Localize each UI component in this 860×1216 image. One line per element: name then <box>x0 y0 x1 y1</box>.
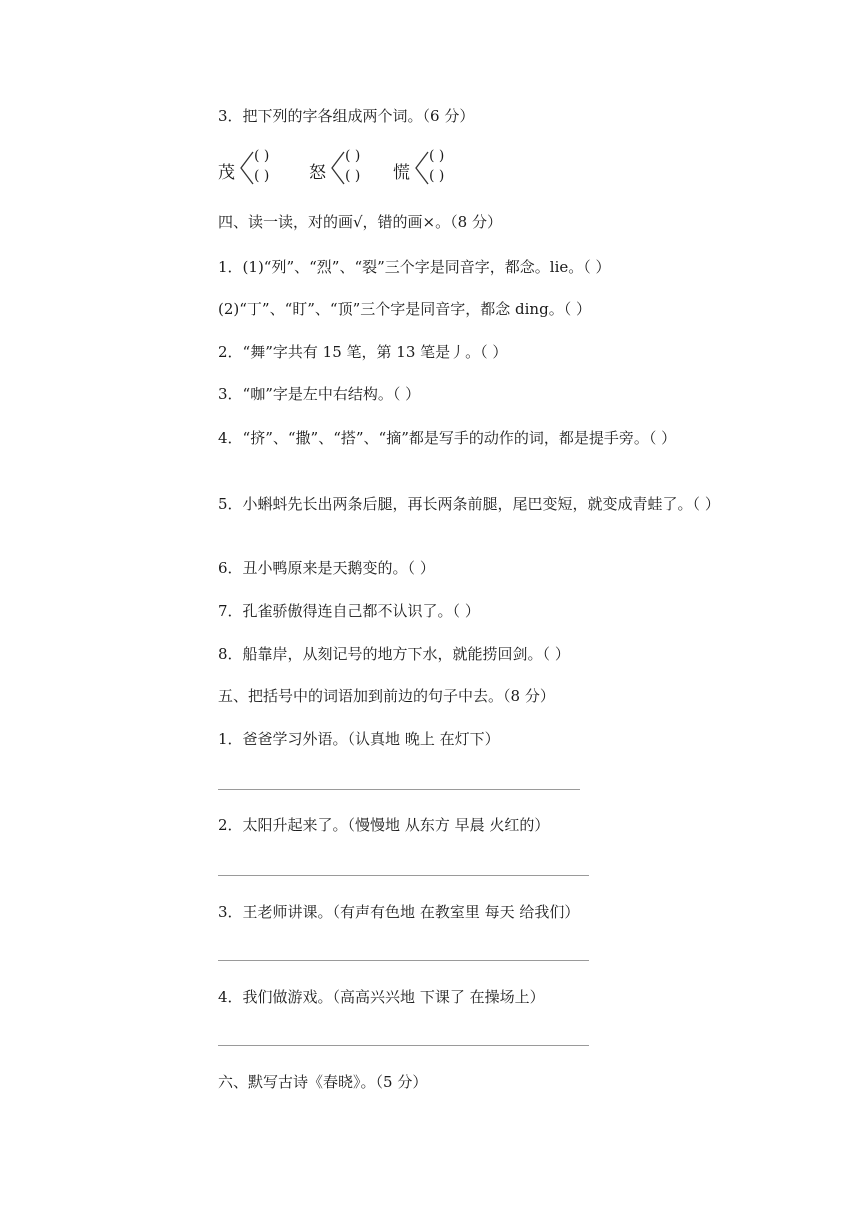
answer-line[interactable] <box>218 875 589 876</box>
group-char: 慌 <box>393 163 410 183</box>
answer-line[interactable] <box>218 1045 589 1046</box>
section5-item-1: 1．爸爸学习外语。（认真地 晚上 在灯下） <box>218 730 500 748</box>
answer-blank-bottom[interactable]: ( ) <box>429 168 445 184</box>
section5-item-4: 4．我们做游戏。（高高兴兴地 下课了 在操场上） <box>218 988 545 1006</box>
brace-icon <box>238 150 254 186</box>
section6-title: 六、默写古诗《春晓》。（5 分） <box>218 1073 428 1091</box>
section4-item-1-2: (2)“丁”、“盯”、“顶”三个字是同音字，都念 ding。（ ） <box>218 300 591 318</box>
word-group-2 <box>309 146 389 190</box>
section4-title: 四、读一读，对的画√，错的画×。（8 分） <box>218 213 502 231</box>
group-char: 茂 <box>218 163 235 183</box>
answer-line[interactable] <box>218 960 589 961</box>
word-group-3 <box>393 146 473 190</box>
section4-item-8: 8．船靠岸，从刻记号的地方下水，就能捞回剑。（ ） <box>218 645 570 663</box>
section4-item-5: 5．小蝌蚪先长出两条后腿，再长两条前腿，尾巴变短，就变成青蛙了。（ ） <box>218 495 720 513</box>
brace-icon <box>413 150 429 186</box>
section4-item-1-1: 1．(1)“列”、“烈”、“裂”三个字是同音字，都念。lie。（ ） <box>218 258 611 276</box>
word-group-1 <box>218 146 298 190</box>
group-char: 怒 <box>309 163 326 183</box>
brace-icon <box>329 150 345 186</box>
answer-blank-top[interactable]: ( ) <box>254 148 270 164</box>
answer-blank-top[interactable]: ( ) <box>345 148 361 164</box>
section5-item-3: 3．王老师讲课。（有声有色地 在教室里 每天 给我们） <box>218 903 580 921</box>
section4-item-7: 7．孔雀骄傲得连自己都不认识了。（ ） <box>218 602 480 620</box>
answer-blank-bottom[interactable]: ( ) <box>254 168 270 184</box>
section5-item-2: 2．太阳升起来了。（慢慢地 从东方 早晨 火红的） <box>218 816 550 834</box>
section5-title: 五、把括号中的词语加到前边的句子中去。（8 分） <box>218 687 555 705</box>
answer-blank-top[interactable]: ( ) <box>429 148 445 164</box>
answer-blank-bottom[interactable]: ( ) <box>345 168 361 184</box>
section4-item-2: 2．“舞”字共有 15 笔，第 13 笔是丿。（ ） <box>218 343 508 361</box>
answer-line[interactable] <box>218 789 580 790</box>
section4-item-3: 3．“咖”字是左中右结构。（ ） <box>218 385 421 403</box>
q3-title: 3．把下列的字各组成两个词。（6 分） <box>218 107 475 125</box>
section4-item-6: 6．丑小鸭原来是天鹅变的。（ ） <box>218 559 435 577</box>
section4-item-4: 4．“挤”、“撒”、“搭”、“摘”都是写手的动作的词，都是提手旁。（ ） <box>218 429 677 447</box>
